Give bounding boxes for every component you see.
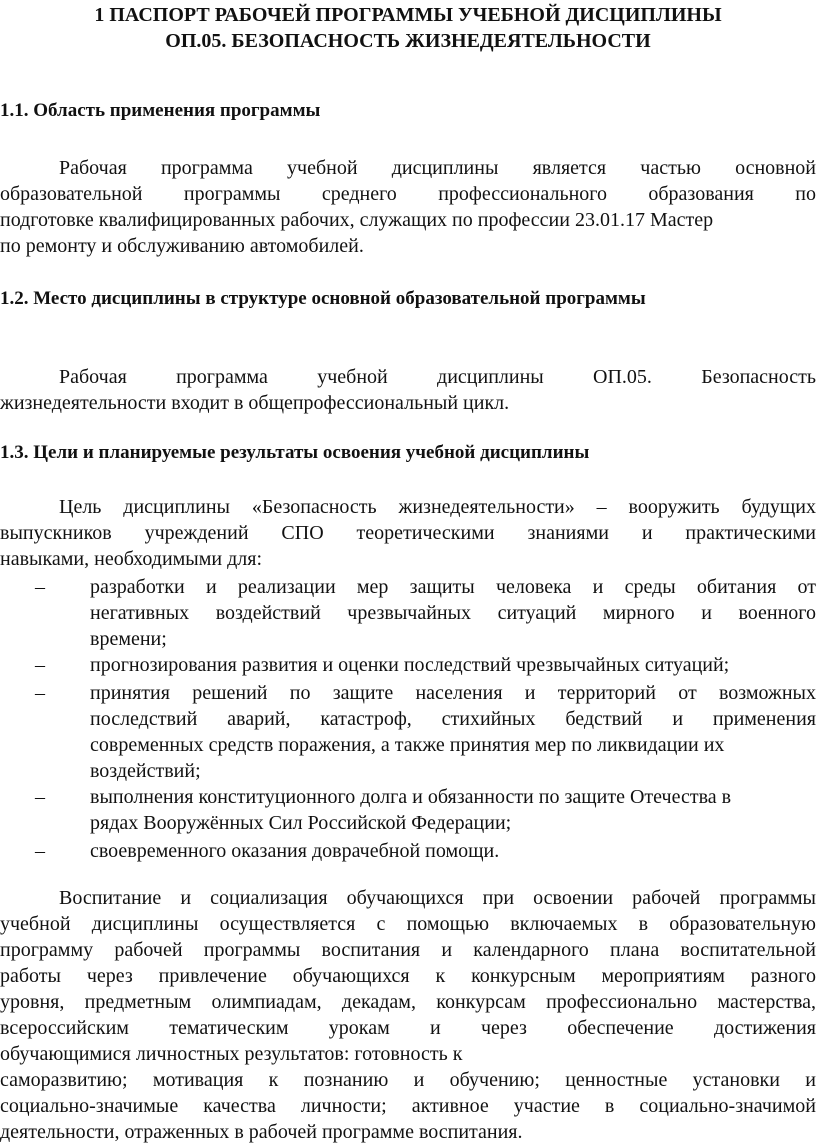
- dash-bullet-marker: –: [35, 682, 45, 704]
- paragraph-line: Рабочая программа учебной дисциплины является частью основной: [59, 157, 816, 179]
- bullet-line: современных средств поражения, а также принятия мер по ликвидации их: [90, 734, 725, 756]
- bullet-line: прогнозирования развития и оценки последствий чрезвычайных ситуаций;: [90, 654, 730, 676]
- paragraph-line: Рабочая программа учебной дисциплины ОП.05. Безопасность: [59, 366, 816, 388]
- bullet-line: разработки и реализации мер защиты человека и среды обитания от: [90, 576, 816, 598]
- bullet-line: выполнения конституционного долга и обязанности по защите Отечества в: [90, 786, 732, 808]
- paragraph-line: программу рабочей программы воспитания и календарного плана воспитательной: [0, 939, 816, 961]
- paragraph-line: образовательной программы среднего профессионального образования по: [0, 183, 816, 205]
- paragraph-line: Цель дисциплины «Безопасность жизнедеятельности» – вооружить будущих: [59, 496, 816, 518]
- paragraph-line: всероссийским тематическим урокам и через обеспечение достижения: [0, 1017, 816, 1039]
- paragraph-line: по ремонту и обслуживанию автомобилей.: [0, 235, 364, 257]
- paragraph-line: социально-значимые качества личности; активное участие в социально-значимой: [0, 1095, 816, 1117]
- bullet-line: времени;: [90, 628, 167, 650]
- bullet-line: последствий аварий, катастроф, стихийных бедствий и применения: [90, 708, 816, 730]
- dash-bullet-marker: –: [35, 786, 45, 808]
- bullet-line: принятия решений по защите населения и территорий от возможных: [90, 682, 816, 704]
- dash-bullet-marker: –: [35, 840, 45, 862]
- section-heading-1-2: 1.2. Место дисциплины в структуре основной образовательной программы: [0, 288, 646, 309]
- document-title-line-1: 1 ПАСПОРТ РАБОЧЕЙ ПРОГРАММЫ УЧЕБНОЙ ДИСЦИПЛИНЫ: [94, 4, 722, 26]
- paragraph-line: Воспитание и социализация обучающихся при освоении рабочей программы: [59, 887, 816, 909]
- paragraph-line: работы через привлечение обучающихся к конкурсным мероприятиям разного: [0, 965, 816, 987]
- paragraph-line: подготовке квалифицированных рабочих, служащих по профессии 23.01.17 Мастер: [0, 209, 714, 231]
- paragraph-line: навыками, необходимыми для:: [0, 548, 263, 570]
- paragraph-line: обучающимися личностных результатов: готовность к: [0, 1043, 463, 1065]
- paragraph-line: уровня, предметным олимпиадам, декадам, конкурсам профессионально мастерства,: [0, 991, 816, 1013]
- paragraph-line: учебной дисциплины осуществляется с помощью включаемых в образовательную: [0, 913, 816, 935]
- bullet-line: негативных воздействий чрезвычайных ситуаций мирного и военного: [90, 602, 816, 624]
- paragraph-line: выпускников учреждений СПО теоретическими знаниями и практическими: [0, 522, 816, 544]
- section-heading-1-1: 1.1. Область применения программы: [0, 100, 321, 121]
- paragraph-line: деятельности, отраженных в рабочей программе воспитания.: [0, 1121, 523, 1143]
- dash-bullet-marker: –: [35, 654, 45, 676]
- bullet-line: воздействий;: [90, 760, 201, 782]
- bullet-line: своевременного оказания доврачебной помощи.: [90, 840, 500, 862]
- document-title-line-2: ОП.05. БЕЗОПАСНОСТЬ ЖИЗНЕДЕЯТЕЛЬНОСТИ: [165, 30, 651, 52]
- section-heading-1-3: 1.3. Цели и планируемые результаты освоения учебной дисциплины: [0, 442, 590, 463]
- bullet-line: рядах Вооружённых Сил Российской Федерации;: [90, 812, 512, 834]
- dash-bullet-marker: –: [35, 576, 45, 598]
- paragraph-line: саморазвитию; мотивация к познанию и обучению; ценностные установки и: [0, 1069, 816, 1091]
- paragraph-line: жизнедеятельности входит в общепрофессиональный цикл.: [0, 392, 510, 414]
